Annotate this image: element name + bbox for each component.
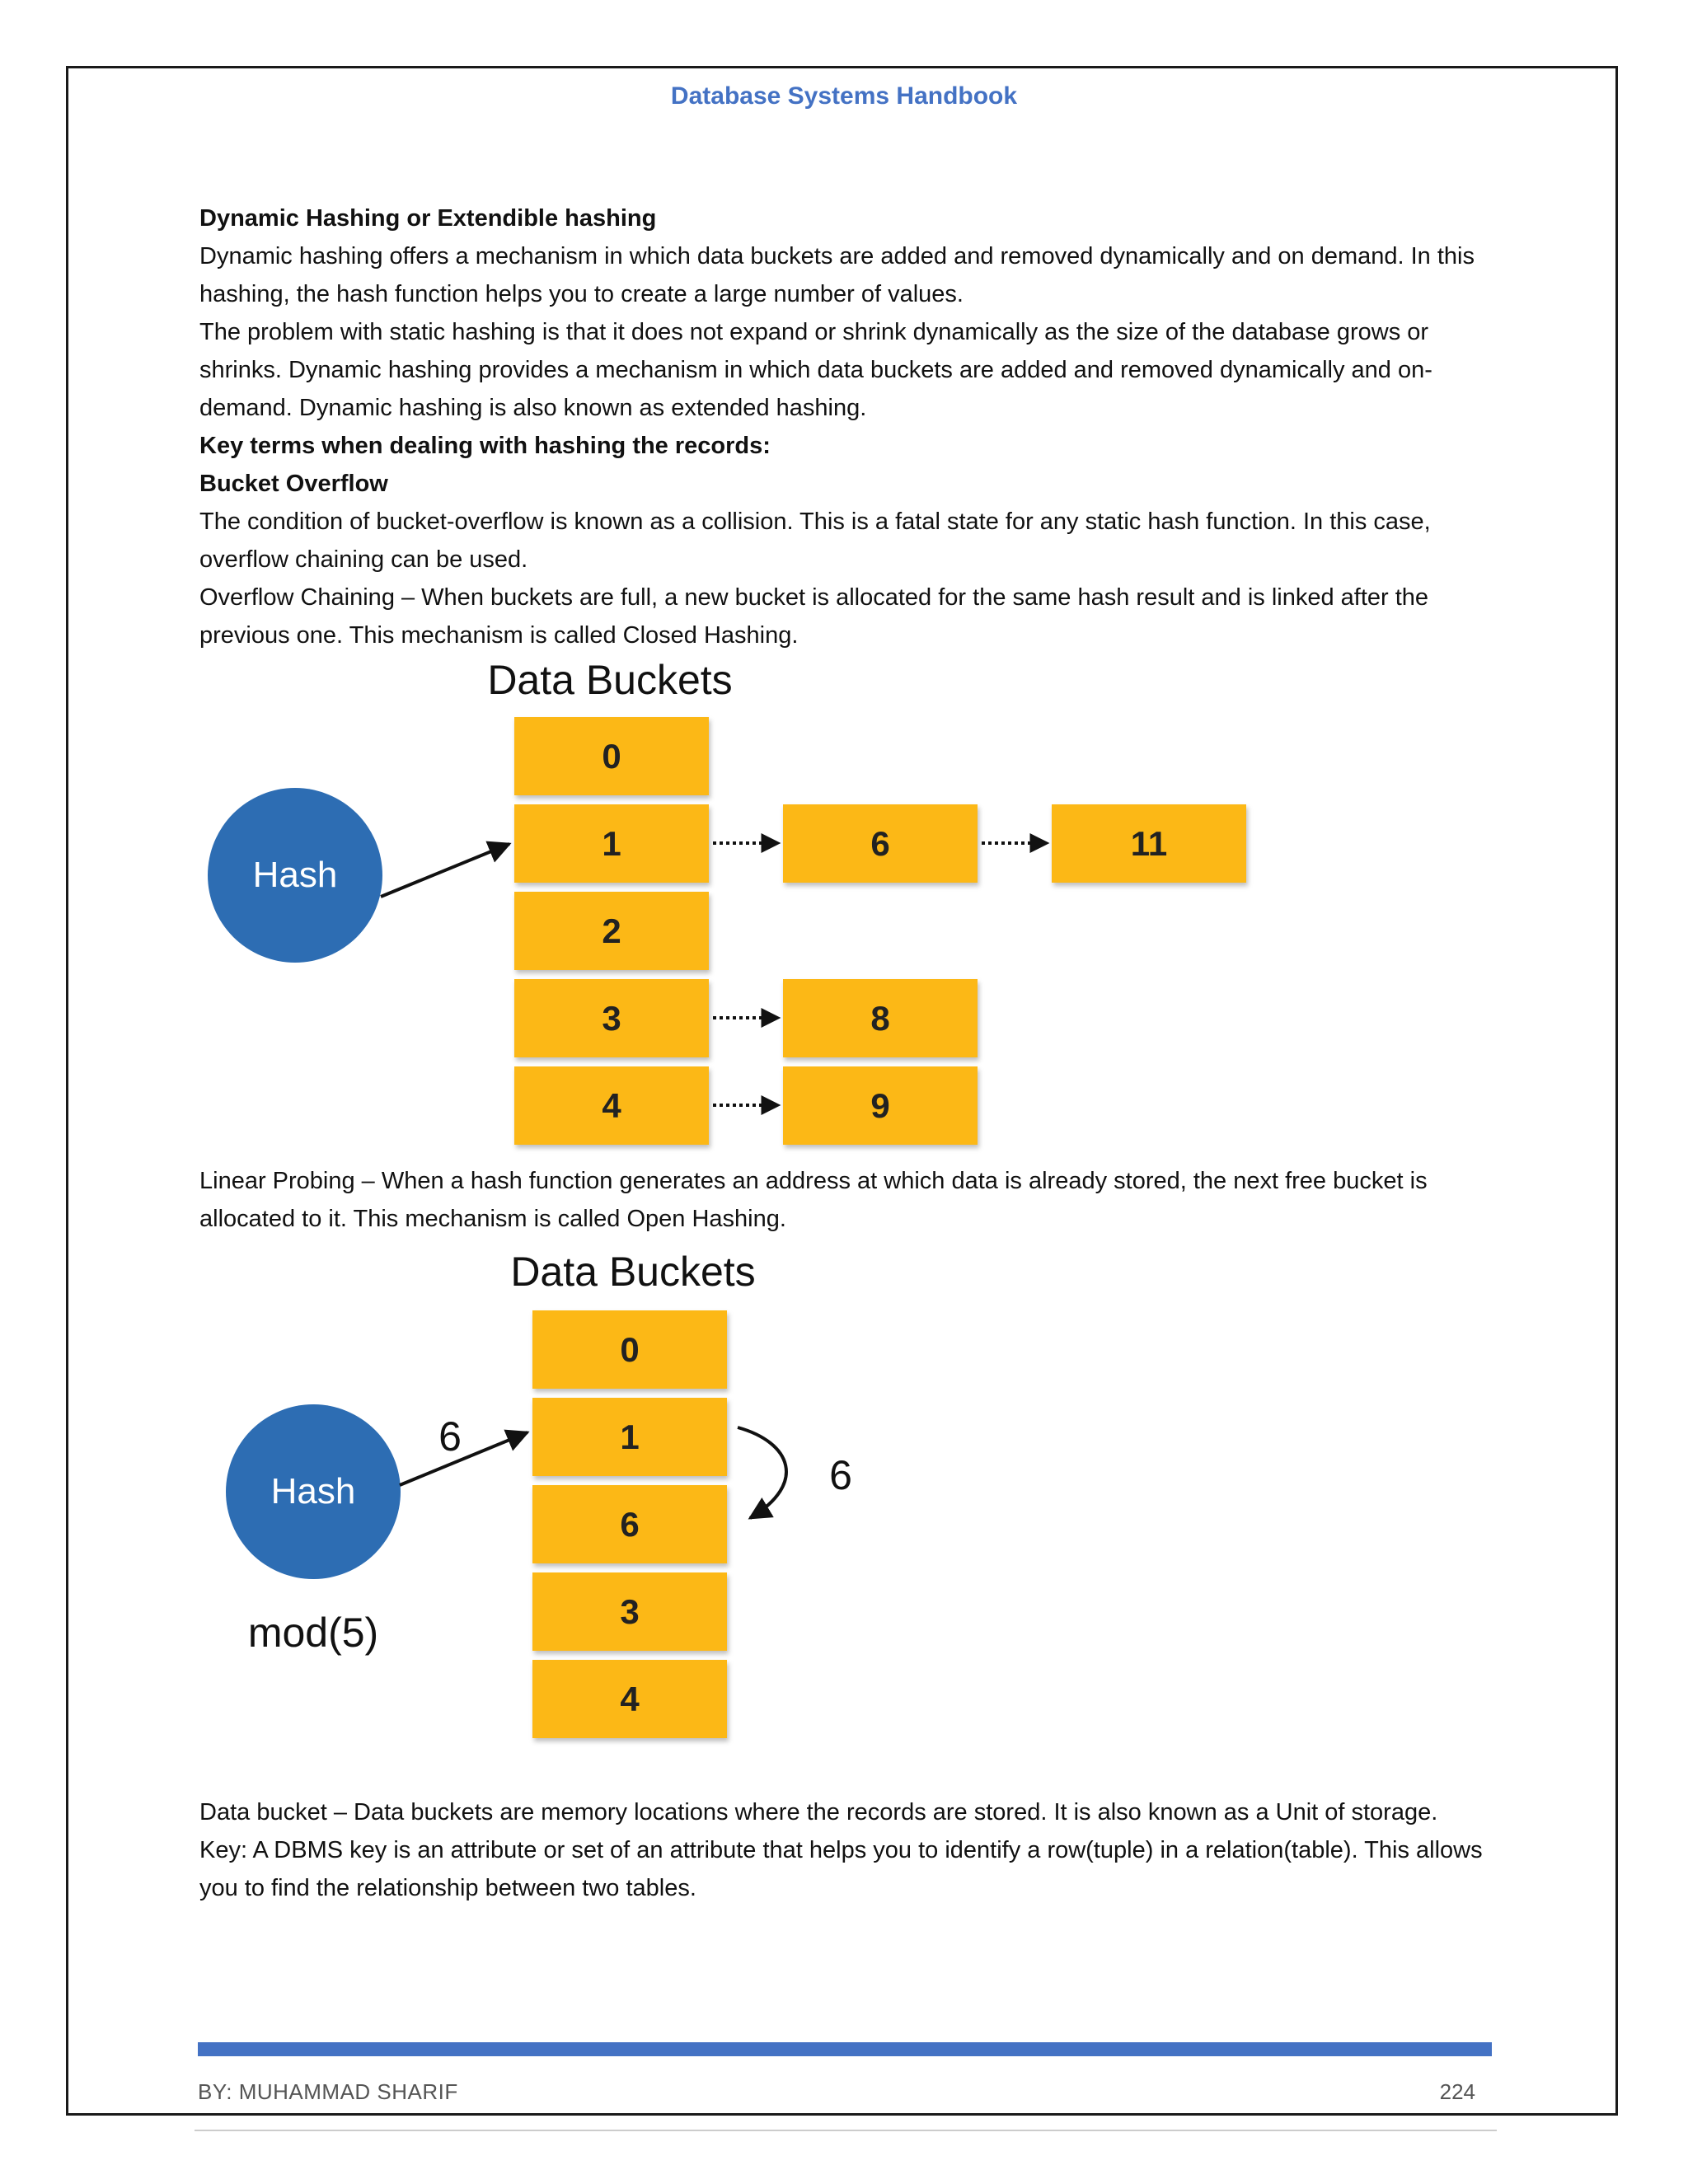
intro-text-block xyxy=(199,199,1493,654)
paragraph-static-problem: The problem with static hashing is that it does not expand or shrink dynamically as the size of the database grows or shrinks. Dynamic hashing provides a mechanism in which data buckets are added and removed dynamically and on-demand. Dynamic hashing is also known as extended hashing. xyxy=(199,319,1432,421)
input-value-label: 6 xyxy=(438,1413,462,1460)
paragraph-key: Key: A DBMS key is an attribute or set of an attribute that helps you to identify a row(tuple) in a relation(table). This allows you to find the relationship between two tables. xyxy=(199,1837,1483,1901)
paragraph-overflow-chaining: Overflow Chaining – When buckets are full, a new bucket is allocated for the same hash result and is linked after the previous one. This mechanism is called Closed Hashing. xyxy=(199,584,1429,649)
footer-rule xyxy=(198,2042,1492,2056)
footer-author: BY: MUHAMMAD SHARIF xyxy=(198,2079,458,2104)
chain-bucket-11-label: 11 xyxy=(1130,824,1168,863)
figure1-title: Data Buckets xyxy=(487,657,733,703)
chain-bucket-8-label: 8 xyxy=(870,999,890,1038)
probe-bucket-3-label: 3 xyxy=(620,1592,640,1631)
hash-arrow-2 xyxy=(400,1432,528,1485)
bucket-0-label: 0 xyxy=(602,737,621,776)
definitions-text xyxy=(199,1793,1493,1907)
paragraph-dynamic-hashing: Dynamic hashing offers a mechanism in which data buckets are added and removed dynamically and on demand. In this hashing, the hash function helps you to create a large number of values. xyxy=(199,243,1475,307)
section-heading: Dynamic Hashing or Extendible hashing xyxy=(199,205,657,232)
closed-hashing-diagram xyxy=(198,651,1269,1162)
paragraph-data-bucket: Data bucket – Data buckets are memory locations where the records are stored. It is also known as a Unit of storage. xyxy=(199,1799,1438,1825)
probe-value-label: 6 xyxy=(829,1452,852,1498)
linear-probing-text xyxy=(199,1162,1493,1238)
bottom-divider xyxy=(195,2130,1497,2131)
key-terms-heading: Key terms when dealing with hashing the records: xyxy=(199,433,771,459)
header-title: Database Systems Handbook xyxy=(670,82,1018,110)
bucket-2-label: 2 xyxy=(602,912,621,950)
probe-bucket-4-label: 4 xyxy=(620,1680,640,1718)
hash-label-2: Hash xyxy=(270,1471,356,1511)
probe-bucket-1-label: 1 xyxy=(620,1418,640,1456)
paragraph-collision: The condition of bucket-overflow is known as a collision. This is a fatal state for any static hash function. In this case, overflow chaining can be used. xyxy=(199,509,1431,573)
page-number: 224 xyxy=(1439,2079,1475,2104)
bucket-1-label: 1 xyxy=(602,824,621,863)
bucket-3-label: 3 xyxy=(602,999,621,1038)
probe-bucket-2-label: 6 xyxy=(620,1505,640,1544)
hash-label: Hash xyxy=(252,855,338,895)
open-hashing-diagram xyxy=(198,1244,940,1755)
bucket-overflow-heading: Bucket Overflow xyxy=(199,471,388,497)
probe-bucket-0-label: 0 xyxy=(620,1330,640,1369)
figure2-title: Data Buckets xyxy=(510,1249,756,1295)
hash-arrow xyxy=(381,844,509,897)
paragraph-linear-probing: Linear Probing – When a hash function generates an address at which data is already stored, the next free bucket is allocated to it. This mechanism is called Open Hashing. xyxy=(199,1168,1428,1232)
bucket-4-label: 4 xyxy=(602,1086,621,1125)
probe-arrow xyxy=(738,1427,786,1518)
chain-bucket-9-label: 9 xyxy=(870,1086,890,1125)
chain-bucket-6-label: 6 xyxy=(870,824,890,863)
mod-label: mod(5) xyxy=(247,1610,379,1656)
